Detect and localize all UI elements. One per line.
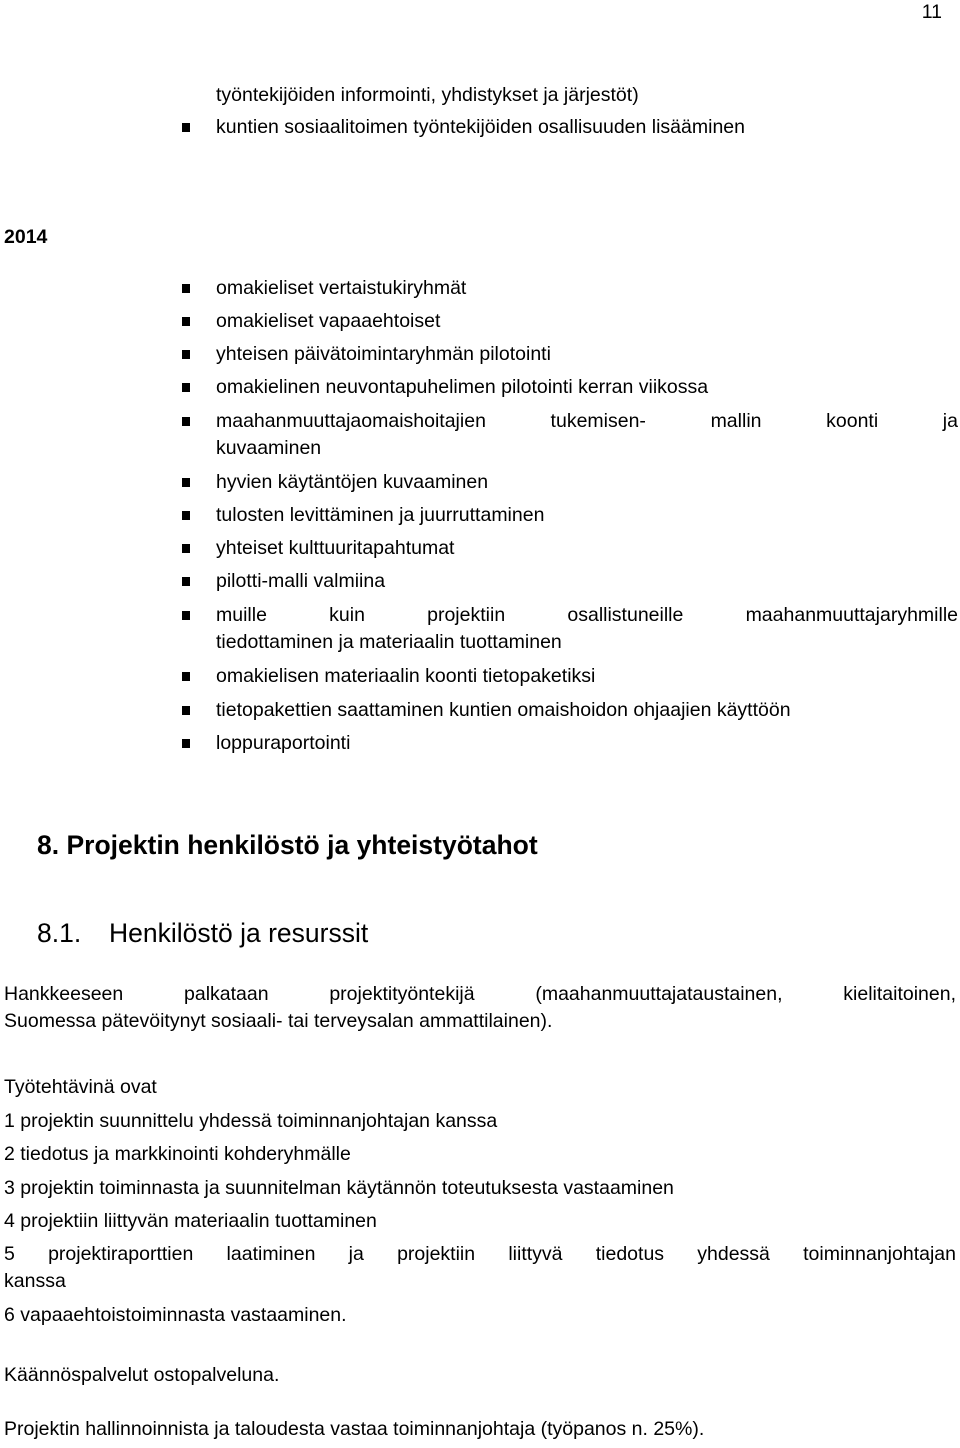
bullet-icon — [182, 544, 190, 553]
continuation-line: työntekijöiden informointi, yhdistykset ja järjestöt) — [216, 84, 639, 106]
task-item: 6 vapaaehtoistoiminnasta vastaaminen. — [4, 1304, 347, 1326]
year-heading: 2014 — [4, 226, 48, 248]
bullet-icon — [182, 511, 190, 520]
list-item: hyvien käytäntöjen kuvaaminen — [216, 471, 489, 493]
task-item: 1 projektin suunnittelu yhdessä toiminnanjohtajan kanssa — [4, 1110, 498, 1132]
bullet-icon — [182, 706, 190, 715]
subsection-title: Henkilöstö ja resurssit — [109, 918, 369, 948]
list-item: yhteisen päivätoimintaryhmän pilotointi — [216, 343, 551, 365]
section-title: Projektin henkilöstö ja yhteistyötahot — [66, 830, 538, 860]
task-item: 2 tiedotus ja markkinointi kohderyhmälle — [4, 1143, 351, 1165]
bullet-icon — [182, 383, 190, 392]
bullet-icon — [182, 611, 190, 620]
bullet-icon — [182, 739, 190, 748]
list-item: pilotti-malli valmiina — [216, 570, 386, 592]
list-item-continuation: kuvaaminen — [216, 437, 322, 459]
tasks-heading: Työtehtävinä ovat — [4, 1076, 157, 1098]
bullet-icon — [182, 123, 190, 132]
list-item: omakielisen materiaalin koonti tietopaketiksi — [216, 665, 596, 687]
administration-note: Projektin hallinnoinnista ja taloudesta vastaa toiminnanjohtaja (työpanos n. 25%). — [4, 1418, 705, 1440]
task-item: 4 projektiin liittyvän materiaalin tuottaminen — [4, 1210, 377, 1232]
list-item: omakieliset vertaistukiryhmät — [216, 277, 467, 299]
task-item-continuation: kanssa — [4, 1270, 66, 1292]
paragraph-line: Suomessa pätevöitynyt sosiaali- tai terveysalan ammattilainen). — [4, 1010, 553, 1032]
list-item: omakielinen neuvontapuhelimen pilotointi kerran viikossa — [216, 376, 709, 398]
paragraph-line: Hankkeeseen palkataan projektityöntekijä (maahanmuuttajataustainen, kielitaitoinen, — [4, 983, 956, 1005]
list-item: kuntien sosiaalitoimen työntekijöiden osallisuuden lisääminen — [216, 116, 745, 138]
task-item: 3 projektin toiminnasta ja suunnitelman käytännön toteutuksesta vastaaminen — [4, 1177, 674, 1199]
bullet-icon — [182, 417, 190, 426]
bullet-icon — [182, 284, 190, 293]
list-item: tietopakettien saattaminen kuntien omaishoidon ohjaajien käyttöön — [216, 699, 791, 721]
section-heading — [37, 829, 538, 861]
list-item: loppuraportointi — [216, 732, 351, 754]
list-item: omakieliset vapaaehtoiset — [216, 310, 441, 332]
page-number: 11 — [921, 1, 942, 23]
section-number: 8. — [37, 830, 60, 860]
bullet-icon — [182, 577, 190, 586]
bullet-icon — [182, 350, 190, 359]
bullet-icon — [182, 672, 190, 681]
subsection-number: 8.1. — [37, 918, 82, 948]
subsection-heading — [37, 917, 368, 949]
list-item: yhteiset kulttuuritapahtumat — [216, 537, 455, 559]
list-item-continuation: tiedottaminen ja materiaalin tuottaminen — [216, 631, 562, 653]
bullet-icon — [182, 317, 190, 326]
task-item: 5 projektiraporttien laatiminen ja projektiin liittyvä tiedotus yhdessä toiminnanjohtajan — [4, 1243, 956, 1265]
list-item: tulosten levittäminen ja juurruttaminen — [216, 504, 545, 526]
list-item: maahanmuuttajaomaishoitajien tukemisen- mallin koonti ja — [216, 410, 958, 432]
bullet-icon — [182, 478, 190, 487]
list-item: muille kuin projektiin osallistuneille maahanmuuttajaryhmille — [216, 604, 958, 626]
translation-note: Käännöspalvelut ostopalveluna. — [4, 1364, 280, 1386]
